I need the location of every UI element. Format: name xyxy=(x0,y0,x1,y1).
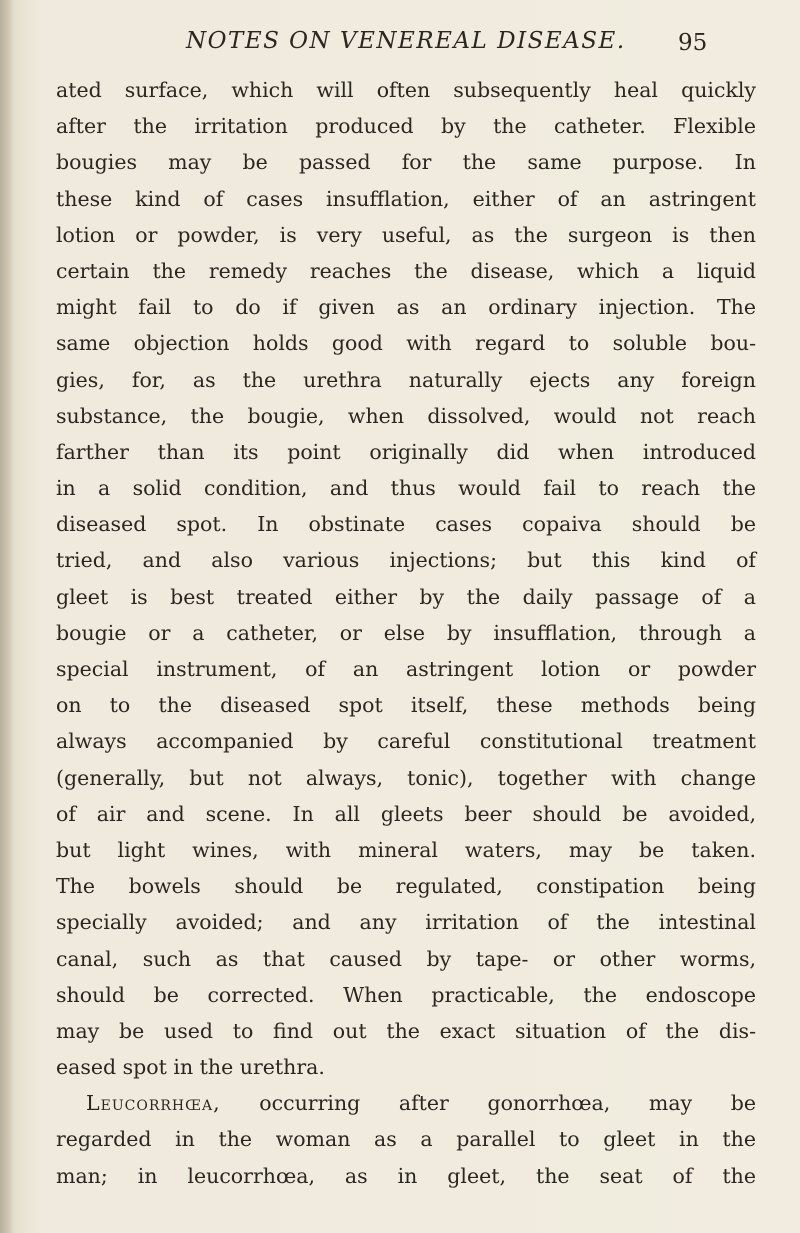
text-line: (generally, but not always, tonic), together with change xyxy=(56,765,756,790)
text-line: farther than its point originally did when introduced xyxy=(56,439,756,464)
body-text xyxy=(56,72,756,1194)
text-line: diseased spot. In obstinate cases copaiva should be xyxy=(56,512,756,537)
text-line: certain the remedy reaches the disease, which a liquid xyxy=(56,258,756,283)
text-line: in a solid condition, and thus would fail to reach the xyxy=(56,476,756,501)
text-line: ated surface, which will often subsequently heal quickly xyxy=(56,78,756,102)
running-title: NOTES ON VENEREAL DISEASE. xyxy=(186,28,626,54)
text-line: on to the diseased spot itself, these methods being xyxy=(56,693,756,718)
text-line: specially avoided; and any irritation of the intestinal xyxy=(56,910,756,935)
running-head xyxy=(0,28,800,64)
paragraph-first-line xyxy=(56,1085,756,1121)
text-line: man; in leucorrhœa, as in gleet, the seat of the xyxy=(56,1163,756,1188)
text-line: these kind of cases insufflation, either of an astringent xyxy=(56,186,756,211)
text-line: may be used to find out the exact situation of the dis- xyxy=(56,1018,756,1043)
text-line: The bowels should be regulated, constipation being xyxy=(56,874,756,899)
text-line: gies, for, as the urethra naturally ejects any foreign xyxy=(56,367,756,392)
page-number: 95 xyxy=(678,30,708,56)
text-line: special instrument, of an astringent lotion or powder xyxy=(56,657,756,681)
text-line: might fail to do if given as an ordinary injection. The xyxy=(56,295,756,320)
text-line: bougie or a catheter, or else by insufflation, through a xyxy=(56,620,756,645)
text-line: tried, and also various injections; but this kind of xyxy=(56,548,756,573)
text-line: eased spot in the urethra. xyxy=(56,1055,325,1080)
text-line: should be corrected. When practicable, the endoscope xyxy=(56,982,756,1007)
text-line: bougies may be passed for the same purpose. In xyxy=(56,150,756,175)
paragraph-lead-word: Leucorrhœa, xyxy=(86,1091,221,1116)
text-line: gleet is best treated either by the daily passage of a xyxy=(56,584,756,609)
text-line: always accompanied by careful constitutional treatment xyxy=(56,729,756,754)
text-line: but light wines, with mineral waters, may be taken. xyxy=(56,837,756,862)
text-line: canal, such as that caused by tape- or other worms, xyxy=(56,946,756,971)
paragraph-first-line-rest: occurring after gonorrhœa, may be xyxy=(220,1091,756,1116)
text-line: lotion or powder, is very useful, as the surgeon is then xyxy=(56,222,756,247)
text-line: regarded in the woman as a parallel to gleet in the xyxy=(56,1127,756,1152)
text-line: same objection holds good with regard to soluble bou- xyxy=(56,331,756,356)
text-line: after the irritation produced by the catheter. Flexible xyxy=(56,114,756,139)
text-line: substance, the bougie, when dissolved, would not reach xyxy=(56,403,756,428)
page-spine-shadow xyxy=(0,0,14,1233)
text-line: of air and scene. In all gleets beer should be avoided, xyxy=(56,801,756,826)
